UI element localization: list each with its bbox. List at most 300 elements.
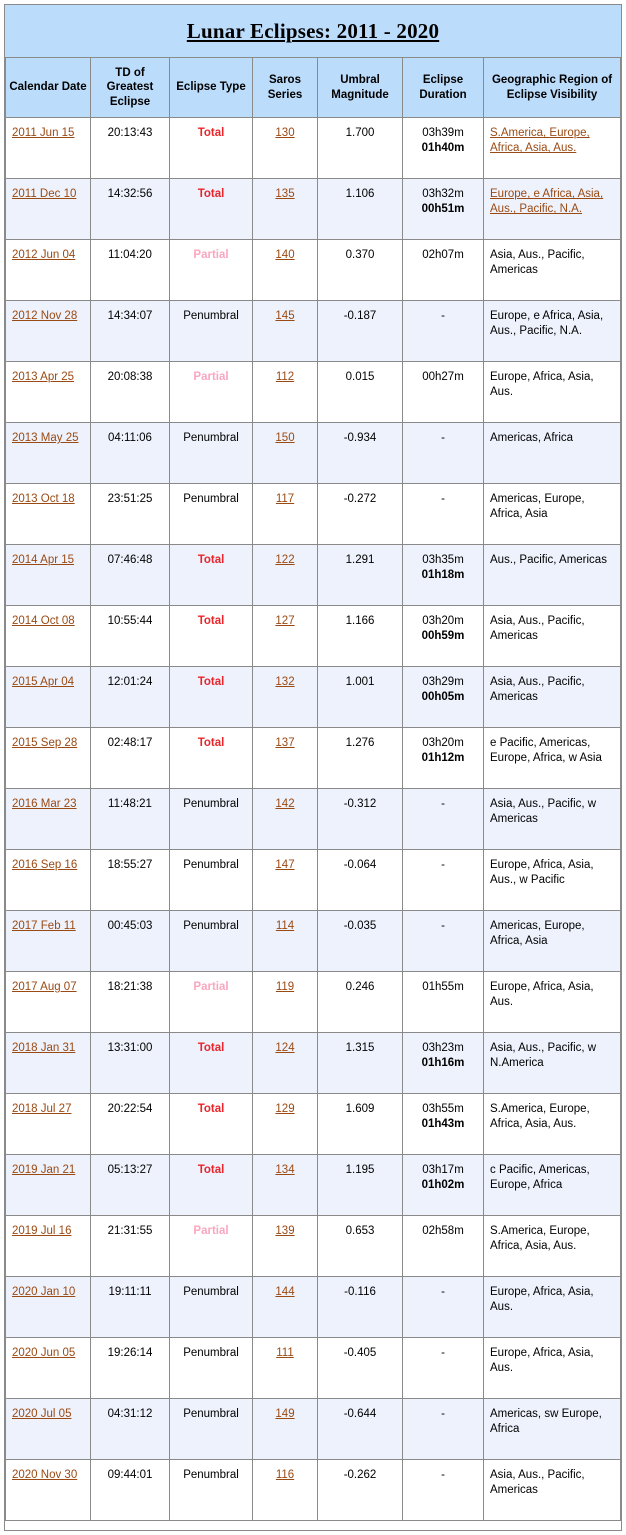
cell-td-greatest-eclipse: 12:01:24 — [91, 667, 170, 728]
cell-eclipse-duration — [403, 118, 484, 179]
calendar-date-link[interactable]: 2013 Oct 18 — [12, 493, 75, 506]
cell-eclipse-type — [170, 301, 253, 362]
column-header-geographic-region: Geographic Region of Eclipse Visibility — [484, 58, 621, 118]
cell-umbral-magnitude: 1.609 — [318, 1094, 403, 1155]
cell-eclipse-duration — [403, 545, 484, 606]
eclipse-duration-penumbral: - — [441, 493, 445, 506]
cell-calendar-date — [6, 301, 91, 362]
calendar-date-link[interactable]: 2016 Mar 23 — [12, 798, 77, 811]
cell-calendar-date — [6, 606, 91, 667]
eclipse-duration-total: 01h16m — [421, 1057, 465, 1070]
eclipse-type-label: Partial — [193, 249, 229, 262]
calendar-date-link[interactable]: 2015 Apr 04 — [12, 676, 75, 689]
cell-calendar-date — [6, 667, 91, 728]
geographic-region-link[interactable]: S.America, Europe, Africa, Asia, Aus. — [490, 127, 590, 155]
cell-eclipse-duration — [403, 972, 484, 1033]
cell-geographic-region: e Pacific, Americas, Europe, Africa, w Asia — [484, 728, 621, 789]
cell-calendar-date — [6, 362, 91, 423]
saros-series-link[interactable]: 122 — [275, 554, 295, 567]
calendar-date-link[interactable]: 2013 May 25 — [12, 432, 79, 445]
cell-umbral-magnitude: -0.116 — [318, 1277, 403, 1338]
cell-eclipse-duration — [403, 606, 484, 667]
table-header — [6, 58, 621, 118]
calendar-date-link[interactable]: 2012 Jun 04 — [12, 249, 76, 262]
saros-series-link[interactable]: 127 — [275, 615, 295, 628]
table-row — [6, 1460, 621, 1521]
cell-eclipse-duration — [403, 1338, 484, 1399]
cell-umbral-magnitude: -0.312 — [318, 789, 403, 850]
cell-calendar-date — [6, 911, 91, 972]
cell-saros-series — [253, 1338, 318, 1399]
calendar-date-link[interactable]: 2020 Jul 05 — [12, 1408, 72, 1421]
cell-umbral-magnitude: -0.405 — [318, 1338, 403, 1399]
cell-umbral-magnitude: 0.246 — [318, 972, 403, 1033]
cell-calendar-date — [6, 1155, 91, 1216]
eclipse-type-label: Total — [197, 615, 225, 628]
cell-umbral-magnitude: -0.272 — [318, 484, 403, 545]
table-row — [6, 301, 621, 362]
cell-geographic-region: S.America, Europe, Africa, Asia, Aus. — [484, 1094, 621, 1155]
cell-eclipse-duration — [403, 1094, 484, 1155]
cell-td-greatest-eclipse: 10:55:44 — [91, 606, 170, 667]
saros-series-link[interactable]: 124 — [275, 1042, 295, 1055]
eclipse-duration-total: 00h51m — [421, 203, 465, 216]
cell-umbral-magnitude: 1.315 — [318, 1033, 403, 1094]
eclipse-type-label: Total — [197, 1164, 225, 1177]
saros-series-link[interactable]: 130 — [275, 127, 295, 140]
eclipse-duration-penumbral: 03h23m — [422, 1042, 464, 1055]
cell-geographic-region: Europe, Africa, Asia, Aus. — [484, 1277, 621, 1338]
cell-umbral-magnitude: 1.276 — [318, 728, 403, 789]
cell-umbral-magnitude: 0.370 — [318, 240, 403, 301]
cell-saros-series — [253, 1155, 318, 1216]
saros-series-link[interactable]: 142 — [275, 798, 295, 811]
eclipse-duration-total: 00h05m — [421, 691, 465, 704]
cell-geographic-region: S.America, Europe, Africa, Asia, Aus. — [484, 1216, 621, 1277]
eclipse-type-label: Penumbral — [183, 859, 239, 872]
table-row — [6, 545, 621, 606]
cell-td-greatest-eclipse: 09:44:01 — [91, 1460, 170, 1521]
cell-geographic-region: Europe, Africa, Asia, Aus. — [484, 362, 621, 423]
table-row — [6, 728, 621, 789]
saros-series-link[interactable]: 149 — [275, 1408, 295, 1421]
table-row — [6, 362, 621, 423]
header-row — [6, 58, 621, 118]
calendar-date-link[interactable]: 2020 Jan 10 — [12, 1286, 76, 1299]
cell-eclipse-type — [170, 667, 253, 728]
cell-eclipse-duration — [403, 301, 484, 362]
calendar-date-link[interactable]: 2019 Jan 21 — [12, 1164, 76, 1177]
table-row — [6, 118, 621, 179]
eclipse-table — [5, 58, 621, 1521]
cell-geographic-region: Asia, Aus., Pacific, Americas — [484, 606, 621, 667]
calendar-date-link[interactable]: 2018 Jul 27 — [12, 1103, 72, 1116]
cell-geographic-region: Europe, Africa, Asia, Aus., w Pacific — [484, 850, 621, 911]
cell-eclipse-duration — [403, 667, 484, 728]
cell-saros-series — [253, 728, 318, 789]
cell-eclipse-type — [170, 850, 253, 911]
table-row — [6, 1277, 621, 1338]
calendar-date-link[interactable]: 2017 Feb 11 — [12, 920, 76, 933]
column-header-saros-series: Saros Series — [253, 58, 318, 118]
calendar-date-link[interactable]: 2011 Dec 10 — [12, 188, 77, 201]
cell-eclipse-duration — [403, 850, 484, 911]
cell-geographic-region: Asia, Aus., Pacific, w N.America — [484, 1033, 621, 1094]
cell-eclipse-duration — [403, 362, 484, 423]
eclipse-duration-penumbral: - — [441, 920, 445, 933]
cell-saros-series — [253, 240, 318, 301]
cell-eclipse-type — [170, 972, 253, 1033]
cell-geographic-region: Americas, Europe, Africa, Asia — [484, 911, 621, 972]
calendar-date-link[interactable]: 2018 Jan 31 — [12, 1042, 76, 1055]
cell-eclipse-type — [170, 545, 253, 606]
cell-saros-series — [253, 1094, 318, 1155]
cell-saros-series — [253, 362, 318, 423]
saros-series-link[interactable]: 111 — [276, 1347, 294, 1360]
cell-td-greatest-eclipse: 19:26:14 — [91, 1338, 170, 1399]
calendar-date-link[interactable]: 2020 Jun 05 — [12, 1347, 76, 1360]
eclipse-type-label: Total — [197, 676, 225, 689]
eclipse-duration-penumbral: 03h17m — [422, 1164, 464, 1177]
cell-umbral-magnitude: 1.700 — [318, 118, 403, 179]
column-header-eclipse-type: Eclipse Type — [170, 58, 253, 118]
cell-calendar-date — [6, 179, 91, 240]
cell-td-greatest-eclipse: 14:34:07 — [91, 301, 170, 362]
eclipse-duration-penumbral: 03h35m — [422, 554, 464, 567]
cell-calendar-date — [6, 1338, 91, 1399]
eclipse-type-label: Penumbral — [183, 493, 239, 506]
eclipse-type-label: Penumbral — [183, 920, 239, 933]
cell-umbral-magnitude: -0.187 — [318, 301, 403, 362]
cell-td-greatest-eclipse: 18:55:27 — [91, 850, 170, 911]
calendar-date-link[interactable]: 2011 Jun 15 — [12, 127, 75, 140]
cell-td-greatest-eclipse: 05:13:27 — [91, 1155, 170, 1216]
eclipse-type-label: Partial — [193, 1225, 229, 1238]
cell-geographic-region: Europe, Africa, Asia, Aus. — [484, 1338, 621, 1399]
table-row — [6, 667, 621, 728]
eclipse-type-label: Total — [197, 554, 225, 567]
cell-umbral-magnitude: -0.934 — [318, 423, 403, 484]
eclipse-type-label: Penumbral — [183, 310, 239, 323]
cell-geographic-region: Americas, Africa — [484, 423, 621, 484]
cell-saros-series — [253, 1277, 318, 1338]
cell-calendar-date — [6, 240, 91, 301]
eclipse-type-label: Penumbral — [183, 798, 239, 811]
cell-calendar-date — [6, 728, 91, 789]
cell-geographic-region: c Pacific, Americas, Europe, Africa — [484, 1155, 621, 1216]
cell-saros-series — [253, 423, 318, 484]
cell-umbral-magnitude: -0.035 — [318, 911, 403, 972]
eclipse-duration-penumbral: - — [441, 310, 445, 323]
cell-saros-series — [253, 118, 318, 179]
eclipse-duration-penumbral: 01h55m — [422, 981, 464, 994]
table-body — [6, 118, 621, 1521]
cell-saros-series — [253, 545, 318, 606]
saros-series-link[interactable]: 144 — [275, 1286, 295, 1299]
calendar-date-link[interactable]: 2020 Nov 30 — [12, 1469, 78, 1482]
cell-eclipse-duration — [403, 484, 484, 545]
saros-series-link[interactable]: 132 — [275, 676, 295, 689]
cell-td-greatest-eclipse: 13:31:00 — [91, 1033, 170, 1094]
cell-geographic-region: Asia, Aus., Pacific, Americas — [484, 667, 621, 728]
cell-geographic-region: Asia, Aus., Pacific, Americas — [484, 240, 621, 301]
calendar-date-link[interactable]: 2014 Oct 08 — [12, 615, 75, 628]
cell-umbral-magnitude: -0.064 — [318, 850, 403, 911]
saros-series-link[interactable]: 135 — [275, 188, 295, 201]
cell-saros-series — [253, 850, 318, 911]
cell-eclipse-duration — [403, 423, 484, 484]
eclipse-duration-penumbral: - — [441, 798, 445, 811]
eclipse-type-label: Penumbral — [183, 1469, 239, 1482]
column-header-td-greatest: TD of Greatest Eclipse — [91, 58, 170, 118]
table-row — [6, 1033, 621, 1094]
title-bar — [5, 5, 621, 58]
cell-eclipse-duration — [403, 240, 484, 301]
cell-calendar-date — [6, 789, 91, 850]
table-row — [6, 1338, 621, 1399]
cell-eclipse-type — [170, 1460, 253, 1521]
saros-series-link[interactable]: 147 — [275, 859, 295, 872]
calendar-date-link[interactable]: 2012 Nov 28 — [12, 310, 78, 323]
cell-umbral-magnitude: 1.166 — [318, 606, 403, 667]
cell-eclipse-type — [170, 179, 253, 240]
cell-calendar-date — [6, 423, 91, 484]
cell-saros-series — [253, 667, 318, 728]
column-header-eclipse-duration: Eclipse Duration — [403, 58, 484, 118]
table-row — [6, 606, 621, 667]
eclipse-duration-penumbral: 00h27m — [422, 371, 464, 384]
table-row — [6, 1155, 621, 1216]
cell-eclipse-type — [170, 728, 253, 789]
cell-geographic-region: Asia, Aus., Pacific, w Americas — [484, 789, 621, 850]
eclipse-duration-penumbral: - — [441, 859, 445, 872]
eclipse-duration-penumbral: 02h58m — [422, 1225, 464, 1238]
saros-series-link[interactable]: 137 — [275, 737, 295, 750]
cell-calendar-date — [6, 972, 91, 1033]
eclipse-duration-penumbral: - — [441, 432, 445, 445]
eclipse-duration-penumbral: - — [441, 1408, 445, 1421]
cell-calendar-date — [6, 1460, 91, 1521]
cell-saros-series — [253, 1399, 318, 1460]
column-header-calendar-date: Calendar Date — [6, 58, 91, 118]
cell-td-greatest-eclipse: 20:13:43 — [91, 118, 170, 179]
cell-geographic-region: Asia, Aus., Pacific, Americas — [484, 1460, 621, 1521]
cell-eclipse-duration — [403, 1033, 484, 1094]
eclipse-duration-penumbral: - — [441, 1347, 445, 1360]
cell-saros-series — [253, 484, 318, 545]
table-row — [6, 911, 621, 972]
cell-umbral-magnitude: -0.644 — [318, 1399, 403, 1460]
cell-td-greatest-eclipse: 07:46:48 — [91, 545, 170, 606]
cell-saros-series — [253, 911, 318, 972]
cell-eclipse-duration — [403, 728, 484, 789]
page-title: Lunar Eclipses: 2011 - 2020 — [186, 18, 440, 43]
cell-calendar-date — [6, 1277, 91, 1338]
cell-eclipse-type — [170, 911, 253, 972]
cell-td-greatest-eclipse: 00:45:03 — [91, 911, 170, 972]
cell-saros-series — [253, 972, 318, 1033]
column-header-umbral-magnitude: Umbral Magnitude — [318, 58, 403, 118]
calendar-date-link[interactable]: 2017 Aug 07 — [12, 981, 77, 994]
cell-geographic-region: Aus., Pacific, Americas — [484, 545, 621, 606]
cell-eclipse-duration — [403, 1460, 484, 1521]
table-row — [6, 484, 621, 545]
eclipse-duration-penumbral: 03h32m — [422, 188, 464, 201]
cell-eclipse-duration — [403, 911, 484, 972]
table-row — [6, 179, 621, 240]
cell-eclipse-type — [170, 1399, 253, 1460]
cell-td-greatest-eclipse: 04:11:06 — [91, 423, 170, 484]
eclipse-type-label: Total — [197, 737, 225, 750]
cell-eclipse-duration — [403, 789, 484, 850]
cell-td-greatest-eclipse: 19:11:11 — [91, 1277, 170, 1338]
saros-series-link[interactable]: 116 — [275, 1469, 295, 1482]
cell-calendar-date — [6, 850, 91, 911]
eclipse-duration-total: 01h43m — [421, 1118, 465, 1131]
cell-umbral-magnitude: -0.262 — [318, 1460, 403, 1521]
cell-td-greatest-eclipse: 04:31:12 — [91, 1399, 170, 1460]
cell-geographic-region: Americas, sw Europe, Africa — [484, 1399, 621, 1460]
eclipse-duration-penumbral: 03h55m — [422, 1103, 464, 1116]
saros-series-link[interactable]: 134 — [275, 1164, 295, 1177]
cell-umbral-magnitude: 1.001 — [318, 667, 403, 728]
cell-saros-series — [253, 1460, 318, 1521]
saros-series-link[interactable]: 140 — [275, 249, 295, 262]
table-row — [6, 240, 621, 301]
eclipse-duration-penumbral: - — [441, 1469, 445, 1482]
cell-eclipse-type — [170, 118, 253, 179]
cell-eclipse-type — [170, 606, 253, 667]
cell-td-greatest-eclipse: 02:48:17 — [91, 728, 170, 789]
eclipse-type-label: Total — [197, 188, 225, 201]
cell-saros-series — [253, 301, 318, 362]
cell-saros-series — [253, 179, 318, 240]
cell-eclipse-duration — [403, 1155, 484, 1216]
eclipse-duration-total: 00h59m — [421, 630, 465, 643]
eclipse-type-label: Total — [197, 1103, 225, 1116]
eclipse-type-label: Penumbral — [183, 1347, 239, 1360]
cell-td-greatest-eclipse: 23:51:25 — [91, 484, 170, 545]
calendar-date-link[interactable]: 2015 Sep 28 — [12, 737, 78, 750]
cell-saros-series — [253, 1033, 318, 1094]
cell-eclipse-duration — [403, 1216, 484, 1277]
table-row — [6, 972, 621, 1033]
cell-eclipse-type — [170, 1216, 253, 1277]
eclipse-type-label: Partial — [193, 981, 229, 994]
cell-umbral-magnitude: 0.653 — [318, 1216, 403, 1277]
cell-geographic-region — [484, 118, 621, 179]
cell-eclipse-duration — [403, 179, 484, 240]
saros-series-link[interactable]: 117 — [275, 493, 295, 506]
cell-td-greatest-eclipse: 20:22:54 — [91, 1094, 170, 1155]
cell-td-greatest-eclipse: 18:21:38 — [91, 972, 170, 1033]
calendar-date-link[interactable]: 2019 Jul 16 — [12, 1225, 72, 1238]
cell-calendar-date — [6, 118, 91, 179]
eclipse-duration-total: 01h40m — [421, 142, 465, 155]
eclipse-type-label: Penumbral — [183, 432, 239, 445]
eclipse-duration-penumbral: 03h39m — [422, 127, 464, 140]
cell-eclipse-type — [170, 362, 253, 423]
cell-umbral-magnitude: 1.195 — [318, 1155, 403, 1216]
eclipse-duration-penumbral: 03h29m — [422, 676, 464, 689]
cell-calendar-date — [6, 1094, 91, 1155]
eclipse-type-label: Partial — [193, 371, 229, 384]
cell-eclipse-type — [170, 1338, 253, 1399]
table-frame — [4, 4, 622, 1531]
cell-calendar-date — [6, 545, 91, 606]
saros-series-link[interactable]: 145 — [275, 310, 295, 323]
eclipse-type-label: Penumbral — [183, 1408, 239, 1421]
cell-calendar-date — [6, 1033, 91, 1094]
calendar-date-link[interactable]: 2014 Apr 15 — [12, 554, 75, 567]
cell-geographic-region: Europe, e Africa, Asia, Aus., Pacific, N.A. — [484, 301, 621, 362]
cell-td-greatest-eclipse: 11:04:20 — [91, 240, 170, 301]
cell-td-greatest-eclipse: 20:08:38 — [91, 362, 170, 423]
eclipse-type-label: Total — [197, 1042, 225, 1055]
cell-eclipse-type — [170, 1277, 253, 1338]
cell-eclipse-type — [170, 789, 253, 850]
eclipse-duration-total: 01h12m — [421, 752, 465, 765]
cell-calendar-date — [6, 1216, 91, 1277]
saros-series-link[interactable]: 129 — [275, 1103, 295, 1116]
eclipse-duration-penumbral: 03h20m — [422, 737, 464, 750]
cell-eclipse-type — [170, 1094, 253, 1155]
saros-series-link[interactable]: 139 — [275, 1225, 295, 1238]
cell-umbral-magnitude: 1.106 — [318, 179, 403, 240]
cell-eclipse-type — [170, 484, 253, 545]
cell-calendar-date — [6, 484, 91, 545]
eclipse-duration-penumbral: 03h20m — [422, 615, 464, 628]
cell-geographic-region — [484, 179, 621, 240]
eclipse-type-label: Total — [197, 127, 225, 140]
cell-geographic-region: Europe, Africa, Asia, Aus. — [484, 972, 621, 1033]
cell-geographic-region: Americas, Europe, Africa, Asia — [484, 484, 621, 545]
cell-td-greatest-eclipse: 11:48:21 — [91, 789, 170, 850]
table-row — [6, 1094, 621, 1155]
cell-saros-series — [253, 606, 318, 667]
calendar-date-link[interactable]: 2013 Apr 25 — [12, 371, 75, 384]
geographic-region-link[interactable]: Europe, e Africa, Asia, Aus., Pacific, N.A. — [490, 188, 604, 216]
eclipse-duration-total: 01h02m — [421, 1179, 465, 1192]
cell-eclipse-type — [170, 240, 253, 301]
cell-calendar-date — [6, 1399, 91, 1460]
table-row — [6, 1216, 621, 1277]
cell-umbral-magnitude: 1.291 — [318, 545, 403, 606]
eclipse-duration-penumbral: - — [441, 1286, 445, 1299]
calendar-date-link[interactable]: 2016 Sep 16 — [12, 859, 78, 872]
eclipse-type-label: Penumbral — [183, 1286, 239, 1299]
cell-eclipse-type — [170, 1155, 253, 1216]
cell-eclipse-duration — [403, 1399, 484, 1460]
cell-eclipse-duration — [403, 1277, 484, 1338]
saros-series-link[interactable]: 150 — [275, 432, 295, 445]
cell-saros-series — [253, 1216, 318, 1277]
eclipse-duration-total: 01h18m — [421, 569, 465, 582]
saros-series-link[interactable]: 114 — [275, 920, 295, 933]
table-row — [6, 423, 621, 484]
cell-eclipse-type — [170, 423, 253, 484]
table-row — [6, 1399, 621, 1460]
cell-td-greatest-eclipse: 21:31:55 — [91, 1216, 170, 1277]
saros-series-link[interactable]: 112 — [275, 371, 295, 384]
eclipse-duration-penumbral: 02h07m — [422, 249, 464, 262]
cell-eclipse-type — [170, 1033, 253, 1094]
cell-td-greatest-eclipse: 14:32:56 — [91, 179, 170, 240]
cell-saros-series — [253, 789, 318, 850]
saros-series-link[interactable]: 119 — [275, 981, 295, 994]
table-row — [6, 850, 621, 911]
table-row — [6, 789, 621, 850]
